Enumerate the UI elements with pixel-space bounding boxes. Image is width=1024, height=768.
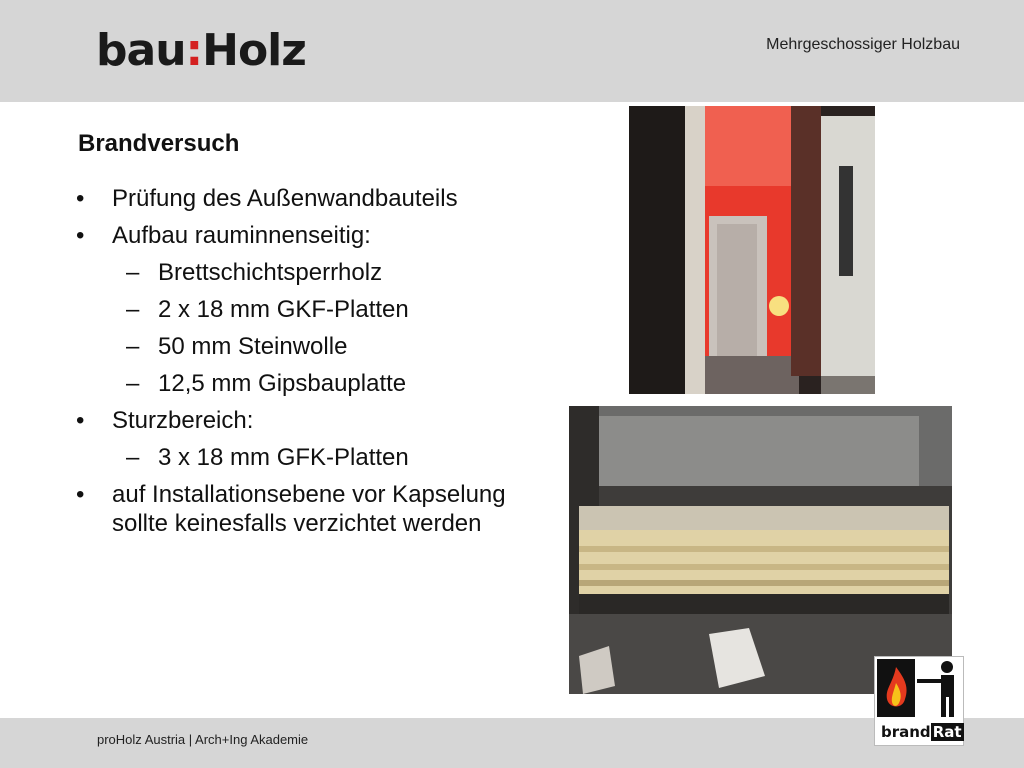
sub-bullet-item: – Brettschichtsperrholz [126,259,383,286]
brandrat-logo [874,656,964,746]
brandrat-icon [875,657,963,719]
bullet-item: • Sturzbereich: [76,407,254,434]
dash-mark: – [126,259,140,286]
bullet-item: • auf Installationsebene vor Kapselung sollte keinesfalls verzichtet werden [76,481,506,537]
sub-bullet-item: – 12,5 mm Gipsbauplatte [126,370,407,397]
fire-test-photo-chamber [629,106,875,394]
sub-bullet-item: – 3 x 18 mm GFK-Platten [126,444,409,471]
dash-mark: – [126,333,140,360]
dash-mark: – [126,370,140,397]
dash-mark: – [126,296,140,323]
fire-test-photo-lintel [569,406,952,694]
bullet-mark: • [76,185,85,212]
header-subtitle: Mehrgeschossiger Holzbau [766,36,960,53]
bullet-mark: • [76,407,85,434]
sub-bullet-item: – 2 x 18 mm GKF-Platten [126,296,409,323]
slide-title: Brandversuch [78,130,240,157]
bullet-list [76,184,556,545]
bauholz-logo: bau:Holz [96,25,306,76]
header-bar [0,0,1024,102]
sub-bullet-item: – 50 mm Steinwolle [126,333,348,360]
footer-text: proHolz Austria | Arch+Ing Akademie [97,732,309,747]
bullet-mark: • [76,481,85,508]
brandrat-wordmark: brand Rat [881,723,962,741]
dash-mark: – [126,444,140,471]
bullet-item: • Prüfung des Außenwandbauteils [76,185,458,212]
bullet-item: • Aufbau rauminnenseitig: [76,222,371,249]
bullet-mark: • [76,222,85,249]
footer-bar [0,718,1024,768]
